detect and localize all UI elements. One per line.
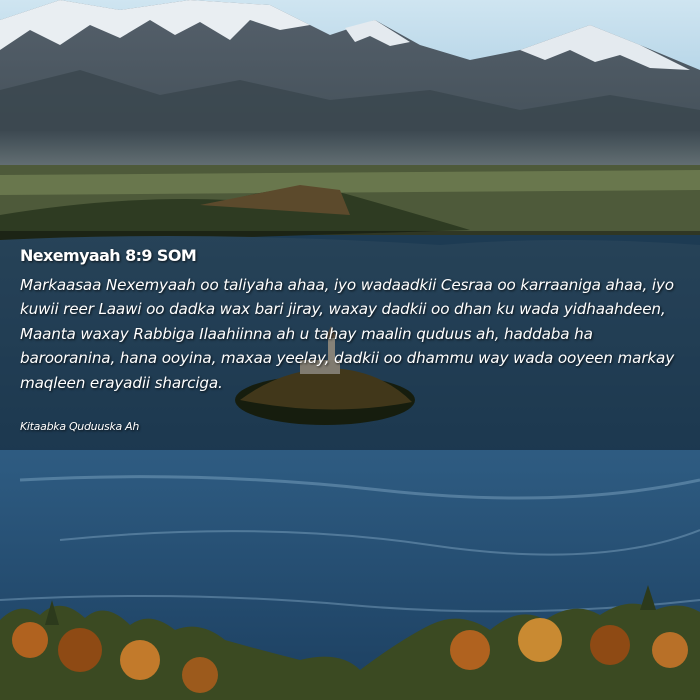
verse-text: Markaasaa Nexemyaah oo taliyaha ahaa, iyo wadaadkii Cesraa oo karraaniga ahaa, iyo kuwii reer Laawi oo dadka wax bari jiray, waxay dadkii oo dhan ku wada yidhaahdeen, Maanta waxay Rabbiga Ilaahiinna ah u tahay maalin quduus ah, haddaba ha barooranina, hana ooyina, maxaa yeelay, dadkii oo dhammu way wada ooyeen markay maqleen erayadii sharciga. <box>20 276 675 392</box>
verse-reference: Nexemyaah 8:9 SOM <box>20 246 197 265</box>
book-name: Kitaabka Quduuska Ah <box>20 420 140 433</box>
